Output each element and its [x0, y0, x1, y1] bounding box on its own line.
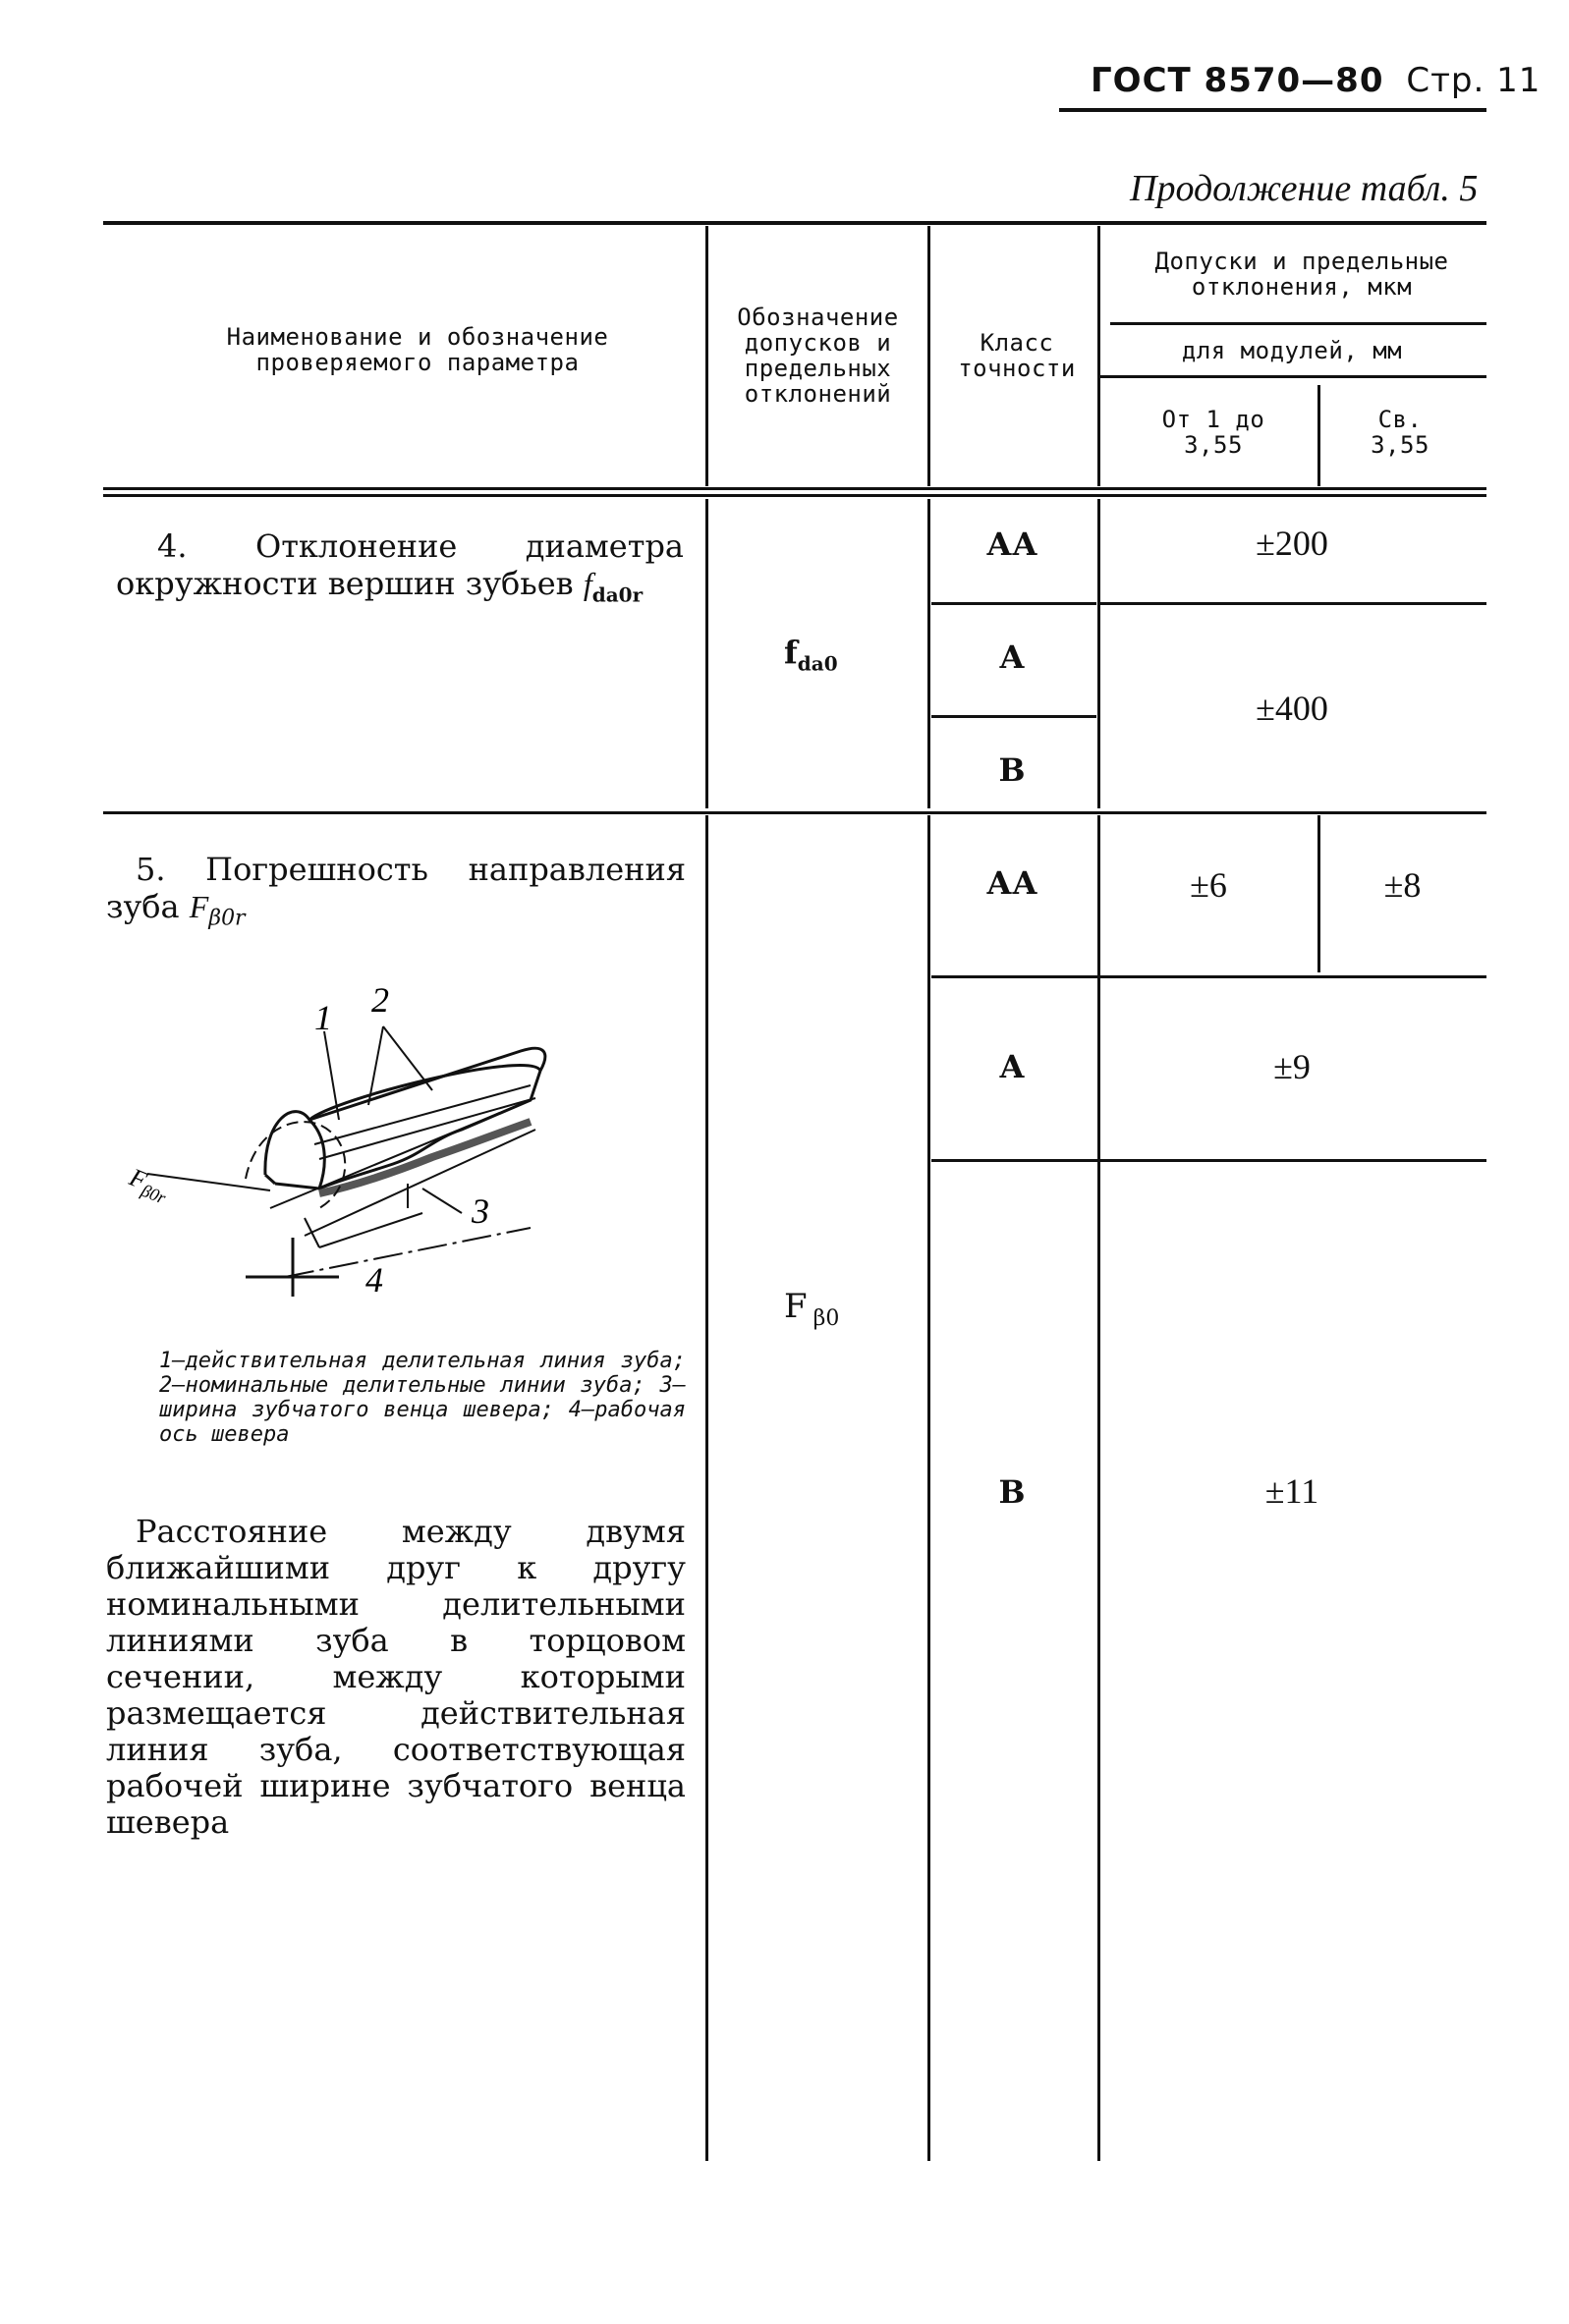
- head-tolerances: Допуски и предельные отклонения, мкм: [1154, 248, 1449, 301]
- row4-param-symbol-sub: da0r: [591, 582, 644, 607]
- row4-param-symbol: f: [583, 566, 592, 601]
- head-sub-rule-1: [1110, 322, 1486, 325]
- row4-param-name: [116, 527, 684, 613]
- row4-value-a-b: ±400: [1256, 689, 1328, 728]
- page-header: [1091, 61, 1541, 100]
- row5-value-a: ±9: [1273, 1047, 1311, 1086]
- leader-3: [422, 1189, 462, 1213]
- leader-2a: [383, 1026, 432, 1090]
- row4-class-b: В: [998, 751, 1026, 789]
- row4-class-a: А: [998, 638, 1026, 676]
- working-axis: [285, 1228, 531, 1277]
- head-sub-rule-2: [1100, 375, 1486, 378]
- row5-class-b: В: [998, 1473, 1026, 1511]
- row4-class-rule-1: [931, 602, 1096, 605]
- row5-param-name: [106, 851, 686, 937]
- figure-label-3: 3: [472, 1191, 489, 1231]
- row5-class-a: А: [998, 1048, 1026, 1085]
- head-module-range-2: Св. 3,55: [1371, 406, 1429, 459]
- figure-label-2: 2: [371, 982, 389, 1020]
- col-divider-1: [705, 226, 708, 486]
- col-divider-3: [1097, 226, 1100, 486]
- row5-class-rule-1: [931, 975, 1486, 978]
- header-rule: [1059, 108, 1486, 112]
- table-top-rule: [103, 221, 1486, 225]
- row5-class-rule-2: [931, 1159, 1486, 1162]
- row5-divider-1: [705, 815, 708, 2161]
- head-accuracy-class: Класс точности: [958, 329, 1076, 382]
- head-modules: для модулей, мм: [1181, 337, 1403, 364]
- col-divider-4: [1317, 385, 1320, 486]
- row5-value-b: ±11: [1264, 1471, 1319, 1511]
- row5-value-aa-1: ±6: [1190, 865, 1227, 905]
- page-number: Стр. 11: [1406, 61, 1541, 100]
- row4-param-text: 4. Отклонение диаметра окружности вершин зубьев: [116, 527, 684, 602]
- row5-value-aa-2: ±8: [1383, 865, 1422, 905]
- row4-value-aa: ±200: [1256, 524, 1328, 563]
- figure-label-1: 1: [314, 998, 332, 1037]
- row4-divider-2: [927, 499, 930, 808]
- actual-pitch-line: [319, 1122, 531, 1193]
- row5-designation: [784, 1287, 839, 1331]
- row5-class-aa: АА: [985, 864, 1038, 902]
- head-designation: Обозначение допусков и предельных отклонений: [737, 304, 899, 408]
- figure-force-symbol: F: [125, 1162, 151, 1195]
- row5-param-text: 5. Погрешность направления зуба: [106, 851, 686, 925]
- tooth-direction-figure: [108, 982, 658, 1316]
- head-module-range-1: От 1 до 3,55: [1161, 406, 1265, 459]
- figure-caption: 1—действительная делительная линия зуба; 2—номинальные делительные линии зуба; 3—ширина зубчатого венца шевера; 4—рабочая ось шевера: [159, 1349, 686, 1447]
- figure-force-label: [123, 1162, 174, 1208]
- row5-designation-symbol: F: [784, 1287, 808, 1326]
- table-continuation: Продолжение табл. 5: [1130, 168, 1479, 209]
- row5-param-symbol: F: [189, 889, 209, 924]
- row5-designation-sub: β0: [813, 1305, 840, 1331]
- head-bottom-rule-2: [103, 494, 1486, 497]
- row5-description: Расстояние между двумя ближайшими друг к другу номинальными делительными линиями зуба в торцовом сечении, между которыми размещается действительная линия зуба, соответствующая рабочей ширине зубчатого венца шевера: [106, 1513, 686, 1841]
- profile-circle: [246, 1122, 345, 1208]
- row4-divider-1: [705, 499, 708, 808]
- row5-param-symbol-sub: β0r: [208, 906, 246, 931]
- dim-4-line: [319, 1213, 422, 1247]
- row4-class-aa: АА: [985, 526, 1038, 563]
- row4-value-rule: [1100, 602, 1486, 605]
- figure-force-sub: β0r: [138, 1180, 169, 1208]
- row5-aa-divider: [1317, 815, 1320, 972]
- row4-designation: [784, 634, 838, 675]
- head-bottom-rule-1: [103, 487, 1486, 490]
- row4-designation-symbol: f: [784, 634, 798, 671]
- head-param-name: Наименование и обозначение проверяемого параметра: [226, 323, 609, 376]
- col-divider-2: [927, 226, 930, 486]
- leader-1: [324, 1031, 339, 1120]
- tooth-front-left: [265, 1175, 275, 1184]
- row5-divider-2: [927, 815, 930, 2161]
- row-separator: [103, 811, 1486, 814]
- row4-designation-sub: da0: [797, 651, 838, 676]
- figure-label-4: 4: [365, 1260, 383, 1300]
- doc-code: ГОСТ 8570—80: [1091, 61, 1384, 100]
- tooth-front-right: [309, 1120, 324, 1189]
- row4-class-rule-2: [931, 715, 1096, 718]
